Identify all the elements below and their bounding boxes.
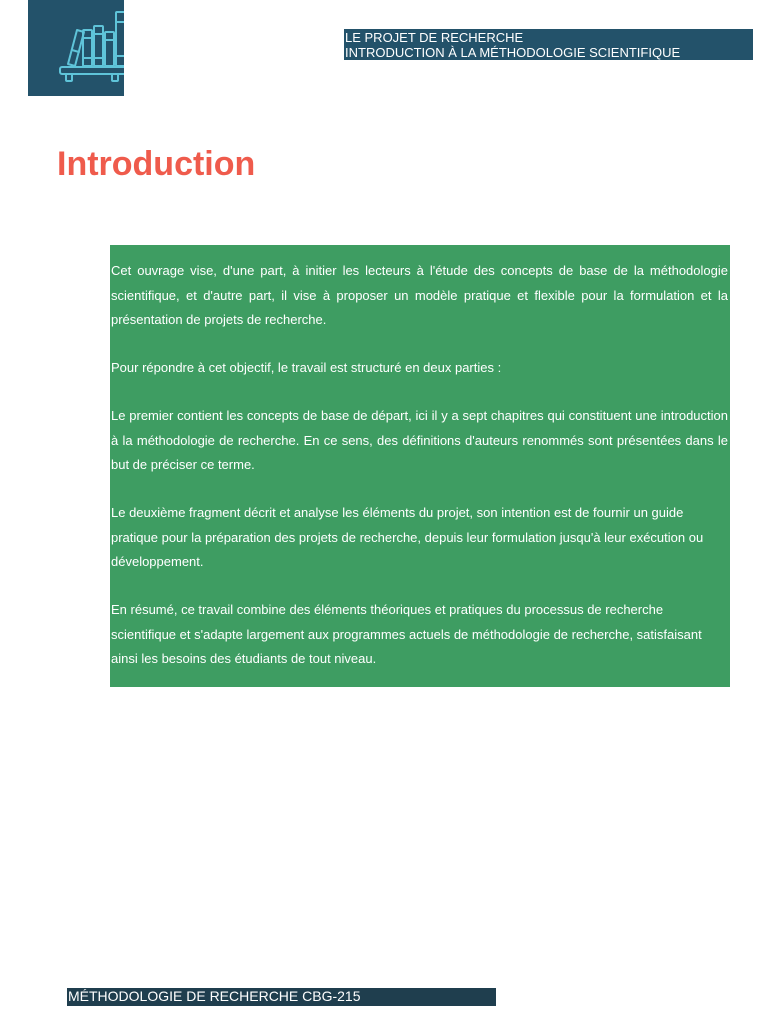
- header-logo: [28, 0, 124, 96]
- footer-label: MÉTHODOLOGIE DE RECHERCHE CBG-215: [67, 988, 496, 1006]
- paragraph-2: Pour répondre à cet objectif, le travail est structuré en deux parties :: [111, 360, 502, 375]
- bookshelf-icon: [28, 0, 124, 96]
- paragraph-5: En résumé, ce travail combine des éléments théoriques et pratiques du processus de recherche scientifique et s'adapte largement aux programmes actuels de méthodologie de recherche, satisfaisant ainsi les besoins des étudiants de tout niveau.: [111, 602, 702, 666]
- paragraph-1: Cet ouvrage vise, d'une part, à initier les lecteurs à l'étude des concepts de base de la méthodologie scientifique, et d'autre part, il vise à proposer un modèle pratique et flexible pour la formulation et la présentation de projets de recherche.: [111, 263, 728, 327]
- paragraph-4: Le deuxième fragment décrit et analyse les éléments du projet, son intention est de fournir un guide pratique pour la préparation des projets de recherche, depuis leur formulation jusqu'à leur exécution ou développement.: [111, 505, 704, 569]
- header-line-1: LE PROJET DE RECHERCHE: [345, 30, 524, 45]
- content-box: [110, 245, 730, 687]
- paragraph-3: Le premier contient les concepts de base de départ, ici il y a sept chapitres qui constituent une introduction à la méthodologie de recherche. En ce sens, des définitions d'auteurs renommés sont présentées dans le but de préciser ce terme.: [111, 408, 728, 472]
- page-title: Introduction: [57, 145, 256, 183]
- header-title-block: [344, 29, 753, 60]
- header-line-2: INTRODUCTION À LA MÉTHODOLOGIE SCIENTIFIQUE: [345, 45, 681, 60]
